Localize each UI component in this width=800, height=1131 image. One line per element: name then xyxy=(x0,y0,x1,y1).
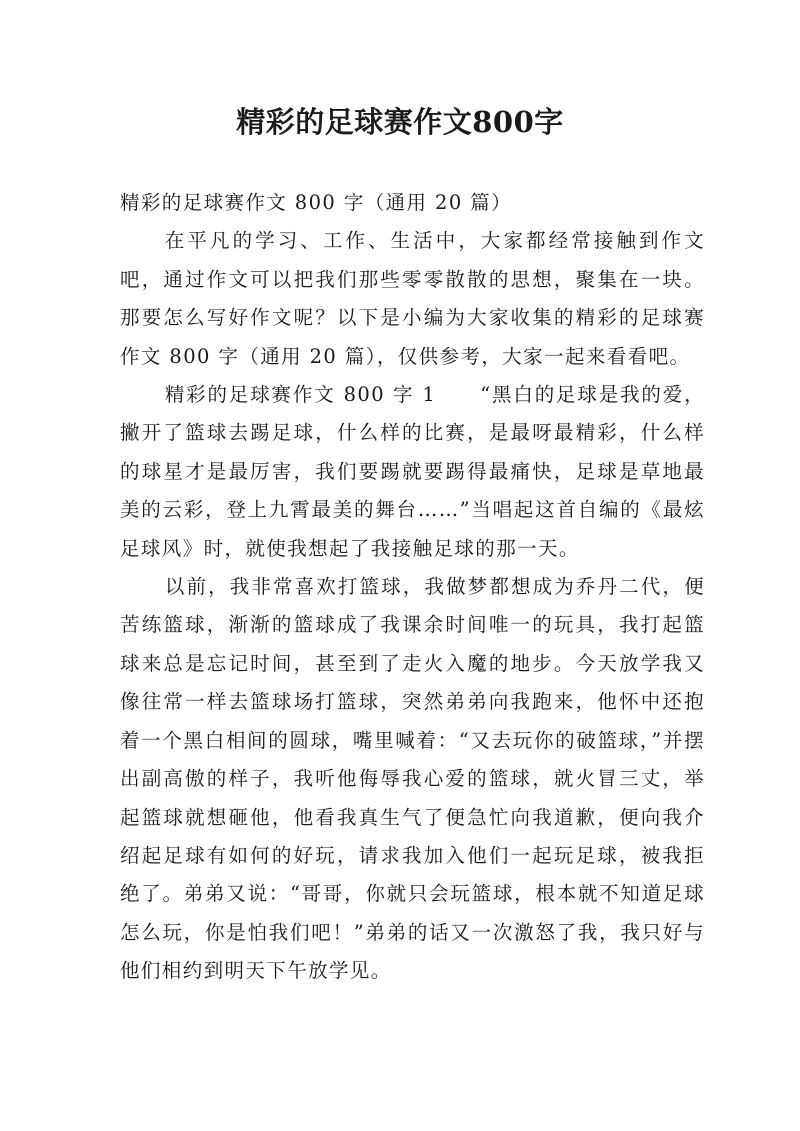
document-body xyxy=(120,184,705,991)
essay-paragraph-2: 以前，我非常喜欢打篮球，我做梦都想成为乔丹二代，便苦练篮球，渐渐的篮球成了我课余时间唯一的玩具，我打起篮球来总是忘记时间，甚至到了走火入魔的地步。今天放学我又像往常一样去篮球场打篮球，突然弟弟向我跑来，他怀中还抱着一个黑白相间的圆球，嘴里喊着：“又去玩你的破篮球，”并摆出副高傲的样子，我听他侮辱我心爱的篮球，就火冒三丈，举起篮球就想砸他，他看我真生气了便急忙向我道歉，便向我介绍起足球有如何的好玩，请求我加入他们一起玩足球，被我拒绝了。弟弟又说：“哥哥，你就只会玩篮球，根本就不知道足球怎么玩，你是怕我们吧！”弟弟的话又一次激怒了我，我只好与他们相约到明天下午放学见。 xyxy=(120,575,705,983)
essay-first-part: “黑白的足球是我的爱，撇开了篮球去踢足球，什么样的比赛，是最呀最精彩，什么样的球星才是最厉害，我们要踢就要踢得最痛快，足球是草地最美的云彩，登上九霄最美的舞台……”当唱起这首自编的《最炫足球风》时，就使我想起了我接触足球的那一天。 xyxy=(120,383,705,560)
intro-paragraph: 在平凡的学习、工作、生活中，大家都经常接触到作文吧，通过作文可以把我们那些零零散散的思想，聚集在一块。那要怎么写好作文呢？以下是小编为大家收集的精彩的足球赛作文 800 字（通用 20 篇），仅供参考，大家一起来看看吧。 xyxy=(120,229,705,368)
essay-heading: 精彩的足球赛作文 800 字 1 xyxy=(164,383,437,407)
document-title: 精彩的足球赛作文800字 xyxy=(236,105,564,139)
document-subtitle: 精彩的足球赛作文 800 字（通用 20 篇） xyxy=(120,191,513,214)
essay-paragraph-1 xyxy=(120,376,705,568)
